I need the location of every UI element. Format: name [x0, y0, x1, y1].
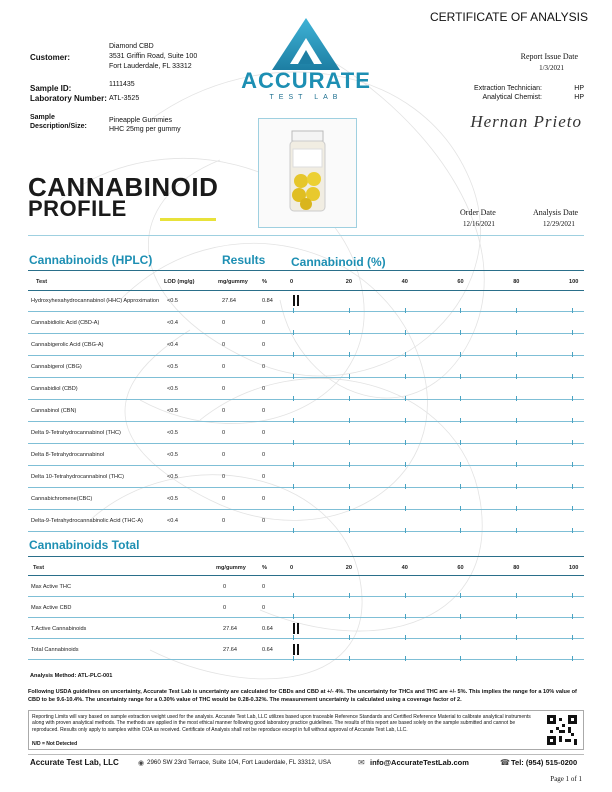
hplc-row-name: Cannabichromene(CBC)	[31, 496, 93, 502]
sample-id-value: 1111435	[109, 81, 135, 88]
product-photo	[258, 118, 357, 228]
analysis-date-value: 12/29/2021	[543, 220, 575, 228]
uncertainty-note: Following USDA guidelines on uncertainty, Accurate Test Lab is uncertainty are calculated for CBDs and CBD at +/- 4%. The uncertainty for THCs and THC are +/- 5%. This implies the range for a 10% value of CBD to be 9.6-10.4%. The uncertainty range for a 0.30% value of THC would be 0.28-0.32%. The measurement uncertainty is calculated using a coverage factor of 2.	[28, 689, 577, 703]
hplc-gridline-tick	[293, 440, 294, 445]
totals-col-test: Test	[33, 565, 45, 571]
hplc-gridline-tick	[516, 352, 517, 357]
qr-code-icon	[547, 715, 577, 745]
hplc-row-pct: 0	[262, 518, 266, 524]
hplc-header-bottom-rule	[28, 290, 584, 291]
totals-gridline-tick	[572, 593, 573, 598]
totals-gridline-tick	[460, 635, 461, 640]
hplc-row-rule	[28, 465, 584, 466]
totals-gridline-tick	[293, 656, 294, 661]
totals-row-pct: 0	[262, 605, 266, 611]
totals-gridline-tick	[349, 593, 350, 598]
footer-phone: Tel: (954) 515-0200	[511, 758, 578, 767]
hplc-axis-tick-label: 40	[401, 279, 408, 285]
hplc-gridline-tick	[293, 528, 294, 533]
profile-title-line-2: PROFILE	[28, 196, 127, 221]
lab-number-value: ATL-3525	[109, 95, 140, 102]
totals-row-mg: 27.64	[223, 647, 237, 653]
totals-row-rule	[28, 659, 584, 660]
hplc-row-pct: 0	[262, 320, 266, 326]
hplc-gridline-tick	[293, 374, 294, 379]
chemist-signature: Hernan Prieto	[470, 112, 582, 131]
hplc-row-pct: 0	[262, 452, 266, 458]
hplc-row-mg: 27.64	[222, 298, 236, 304]
hplc-row-pct: 0	[262, 430, 266, 436]
hplc-bar	[297, 295, 299, 306]
sample-description-label: Sample Description/Size:	[30, 114, 87, 130]
hplc-gridline-tick	[572, 484, 573, 489]
hplc-row-rule	[28, 421, 584, 422]
hplc-gridline-tick	[572, 352, 573, 357]
hplc-axis-tick-label: 60	[457, 279, 464, 285]
hplc-row-mg: 0	[222, 474, 226, 480]
totals-gridline-tick	[516, 593, 517, 598]
hplc-gridline-tick	[405, 418, 406, 423]
totals-gridline-tick	[349, 614, 350, 619]
totals-bar	[297, 644, 299, 655]
hplc-gridline-tick	[405, 330, 406, 335]
hplc-gridline-tick	[572, 330, 573, 335]
hplc-gridline-tick	[293, 506, 294, 511]
hplc-row-rule	[28, 487, 584, 488]
hplc-gridline-tick	[516, 396, 517, 401]
hplc-col-lod: LOD (mg/g)	[164, 279, 195, 285]
profile-title-underline	[160, 218, 216, 221]
hplc-gridline-tick	[349, 484, 350, 489]
totals-gridline-tick	[405, 614, 406, 619]
hplc-gridline-tick	[516, 528, 517, 533]
hplc-row-pct: 0	[262, 474, 266, 480]
hplc-gridline-tick	[293, 418, 294, 423]
hplc-gridline-tick	[405, 308, 406, 313]
extraction-technician-value: HP	[574, 85, 584, 92]
hplc-row-lod: <0.4	[167, 342, 179, 348]
totals-row-name: Max Active CBD	[31, 605, 72, 611]
hplc-gridline-tick	[460, 396, 461, 401]
hplc-row-name: Cannabigerol (CBG)	[31, 364, 82, 370]
hplc-row-pct: 0	[262, 364, 266, 370]
disclaimer-box	[28, 710, 584, 750]
page-number: Page 1 of 1	[550, 775, 582, 783]
totals-gridline-tick	[405, 593, 406, 598]
hplc-row-name: Delta 9-Tetrahydrocannabinol (THC)	[31, 430, 121, 436]
hplc-gridline-tick	[572, 374, 573, 379]
totals-gridline-tick	[460, 656, 461, 661]
hplc-row-rule	[28, 377, 584, 378]
cannabinoid-chart-title: Cannabinoid (%)	[291, 255, 386, 269]
hplc-gridline-tick	[405, 396, 406, 401]
analytical-chemist-value: HP	[574, 94, 584, 101]
totals-row-rule	[28, 596, 584, 597]
hplc-col-test: Test	[36, 279, 48, 285]
hplc-row-name: Cannabigerolic Acid (CBG-A)	[31, 342, 104, 348]
totals-gridline-tick	[572, 614, 573, 619]
gummy-jar-image	[259, 119, 356, 227]
logo-name: ACCURATE	[241, 68, 371, 93]
hplc-gridline-tick	[572, 396, 573, 401]
hplc-axis-tick-label: 100	[569, 279, 579, 285]
totals-col-pct: %	[262, 565, 267, 571]
hplc-row-name: Delta 8-Tetrahydrocannabinol	[31, 452, 105, 458]
analysis-method: Analysis Method: ATL-PLC-001	[30, 673, 113, 679]
logo-triangle-icon	[236, 14, 376, 74]
phone-icon: ☎	[500, 758, 510, 767]
report-issue-label: Report Issue Date	[520, 52, 578, 61]
hplc-gridline-tick	[405, 440, 406, 445]
hplc-gridline-tick	[460, 506, 461, 511]
hplc-gridline-tick	[349, 374, 350, 379]
hplc-section-title: Cannabinoids (HPLC)	[29, 253, 153, 267]
hplc-gridline-tick	[349, 418, 350, 423]
hplc-row-lod: <0.5	[167, 474, 179, 480]
extraction-technician-label: Extraction Technician:	[474, 85, 542, 92]
hplc-gridline-tick	[349, 330, 350, 335]
hplc-gridline-tick	[460, 484, 461, 489]
hplc-gridline-tick	[349, 308, 350, 313]
totals-row-pct: 0.64	[262, 626, 273, 632]
totals-gridline-tick	[293, 635, 294, 640]
hplc-gridline-tick	[516, 330, 517, 335]
sample-description-line-1: Pineapple Gummies	[109, 117, 173, 124]
totals-row-pct: 0	[262, 584, 266, 590]
hplc-gridline-tick	[405, 506, 406, 511]
hplc-row-lod: <0.4	[167, 518, 179, 524]
totals-axis-tick-label: 40	[401, 565, 408, 571]
hplc-row-lod: <0.5	[167, 496, 179, 502]
hplc-gridline-tick	[405, 462, 406, 467]
totals-row-rule	[28, 638, 584, 639]
document-title: CERTIFICATE OF ANALYSIS	[429, 10, 588, 24]
hplc-gridline-tick	[293, 396, 294, 401]
hplc-gridline-tick	[349, 528, 350, 533]
hplc-gridline-tick	[516, 462, 517, 467]
hplc-row-lod: <0.4	[167, 320, 179, 326]
hplc-row-name: Cannabidiolic Acid (CBD-A)	[31, 320, 100, 326]
hplc-gridline-tick	[460, 374, 461, 379]
totals-axis-tick-label: 0	[290, 565, 294, 571]
totals-gridline-tick	[405, 635, 406, 640]
totals-gridline-tick	[293, 593, 294, 598]
hplc-row-mg: 0	[222, 452, 226, 458]
totals-bar	[293, 623, 295, 634]
hplc-row-pct: 0	[262, 342, 266, 348]
totals-gridline-tick	[516, 635, 517, 640]
order-date-label: Order Date	[460, 208, 496, 217]
hplc-row-rule	[28, 311, 584, 312]
totals-axis-tick-label: 80	[513, 565, 520, 571]
hplc-row-lod: <0.5	[167, 430, 179, 436]
order-date-value: 12/16/2021	[463, 220, 495, 228]
hplc-gridline-tick	[516, 418, 517, 423]
hplc-gridline-tick	[572, 440, 573, 445]
hplc-gridline-tick	[349, 506, 350, 511]
totals-gridline-tick	[516, 656, 517, 661]
hplc-gridline-tick	[460, 330, 461, 335]
hplc-gridline-tick	[516, 440, 517, 445]
hplc-row-lod: <0.5	[167, 452, 179, 458]
hplc-row-pct: 0	[262, 496, 266, 502]
hplc-gridline-tick	[349, 440, 350, 445]
hplc-row-rule	[28, 333, 584, 334]
hplc-gridline-tick	[516, 484, 517, 489]
hplc-row-rule	[28, 509, 584, 510]
email-icon: ✉	[358, 758, 365, 767]
hplc-gridline-tick	[293, 308, 294, 313]
totals-gridline-tick	[293, 614, 294, 619]
hplc-row-rule	[28, 443, 584, 444]
hplc-row-mg: 0	[222, 342, 226, 348]
hplc-gridline-tick	[460, 418, 461, 423]
hplc-gridline-tick	[460, 440, 461, 445]
report-issue-date: 1/3/2021	[539, 64, 564, 72]
hplc-row-mg: 0	[222, 386, 226, 392]
hplc-row-rule	[28, 531, 584, 532]
disclaimer-text: Reporting Limits will vary based on sample extraction weight used for the analysis. Accurate Test Lab, LLC utilizes based upon traceable Reference Standards and Certified Reference Material to calibrate analytical instruments along with proven analytical methods. The methods are applied in the most ethical manner following good laboratory practice guidelines. The results of this report are based solely on the sample submitted and cannot be reproduced. Results only apply to samples within COA as received. Certificate of Analysis shall not be reproduce except in full without approval of Accurate Test Lab, LLC.	[32, 714, 531, 733]
hplc-gridline-tick	[405, 352, 406, 357]
totals-section-title: Cannabinoids Total	[29, 538, 140, 552]
hplc-row-name: Hydroxyhexahydrocannabinol (HHC) Approximation	[31, 298, 160, 304]
totals-axis-tick-label: 60	[457, 565, 464, 571]
totals-row-name: Max Active THC	[31, 584, 71, 590]
totals-row-name: Total Cannabinoids	[31, 647, 79, 653]
hplc-gridline-tick	[405, 528, 406, 533]
analysis-date-label: Analysis Date	[533, 208, 579, 217]
analytical-chemist-label: Analytical Chemist:	[482, 94, 542, 101]
hplc-row-rule	[28, 399, 584, 400]
hplc-gridline-tick	[460, 462, 461, 467]
lab-number-label: Laboratory Number:	[30, 94, 107, 103]
totals-row-pct: 0.64	[262, 647, 273, 653]
results-title: Results	[222, 253, 266, 267]
hplc-gridline-tick	[349, 462, 350, 467]
footer-address: 2960 SW 23rd Terrace, Suite 104, Fort Lauderdale, FL 33312, USA	[147, 759, 332, 766]
footer-company: Accurate Test Lab, LLC	[30, 758, 119, 767]
totals-row-mg: 27.64	[223, 626, 237, 632]
hplc-gridline-tick	[349, 396, 350, 401]
hplc-gridline-tick	[460, 352, 461, 357]
totals-axis-tick-label: 20	[345, 565, 353, 571]
hplc-row-mg: 0	[222, 320, 226, 326]
customer-line-1: Diamond CBD	[109, 43, 154, 50]
totals-header-top-rule	[28, 556, 584, 557]
totals-row-mg: 0	[223, 584, 227, 590]
hplc-row-mg: 0	[222, 408, 226, 414]
totals-axis-tick-label: 100	[569, 565, 579, 571]
totals-row-name: T.Active Cannabinoids	[31, 626, 87, 632]
hplc-axis-tick-label: 80	[513, 279, 520, 285]
hplc-gridline-tick	[405, 484, 406, 489]
totals-header-bottom-rule	[28, 575, 584, 576]
footer-divider	[28, 754, 584, 755]
hplc-gridline-tick	[572, 528, 573, 533]
totals-gridline-tick	[460, 593, 461, 598]
hplc-col-mg: mg/gummy	[218, 279, 248, 285]
hplc-gridline-tick	[572, 462, 573, 467]
hplc-bar	[293, 295, 295, 306]
profile-title-line-1: CANNABINOID	[28, 172, 219, 202]
hplc-row-pct: 0.84	[262, 298, 273, 304]
hplc-gridline-tick	[293, 462, 294, 467]
hplc-row-lod: <0.5	[167, 386, 179, 392]
hplc-row-mg: 0	[222, 496, 226, 502]
hplc-header-top-rule	[28, 270, 584, 271]
totals-bar	[297, 623, 299, 634]
logo-subtitle: TEST LAB	[269, 94, 343, 101]
totals-col-mg: mg/gummy	[216, 565, 246, 571]
totals-gridline-tick	[516, 614, 517, 619]
footer-email[interactable]: info@AccurateTestLab.com	[370, 758, 469, 767]
totals-gridline-tick	[572, 656, 573, 661]
hplc-row-name: Cannabinol (CBN)	[31, 408, 77, 414]
location-pin-icon: ◉	[138, 760, 145, 767]
hplc-gridline-tick	[293, 330, 294, 335]
hplc-row-mg: 0	[222, 430, 226, 436]
totals-gridline-tick	[349, 635, 350, 640]
customer-line-3: Fort Lauderdale, FL 33312	[109, 63, 192, 70]
hplc-gridline-tick	[572, 418, 573, 423]
totals-row-mg: 0	[223, 605, 227, 611]
hplc-axis-tick-label: 20	[345, 279, 353, 285]
hplc-row-mg: 0	[222, 518, 226, 524]
hplc-gridline-tick	[572, 308, 573, 313]
sample-id-label: Sample ID:	[30, 84, 72, 93]
hplc-gridline-tick	[516, 308, 517, 313]
customer-label: Customer:	[30, 53, 71, 62]
hplc-row-lod: <0.5	[167, 364, 179, 370]
totals-gridline-tick	[572, 635, 573, 640]
hplc-gridline-tick	[293, 352, 294, 357]
hplc-gridline-tick	[460, 528, 461, 533]
hplc-row-name: Delta-9-Tetrahydrocannabinolic Acid (THC-A)	[31, 518, 143, 524]
hplc-axis-tick-label: 0	[290, 279, 294, 285]
hplc-gridline-tick	[405, 374, 406, 379]
hplc-row-name: Cannabidiol (CBD)	[31, 386, 78, 392]
customer-line-2: 3531 Griffin Road, Suite 100	[109, 53, 198, 60]
totals-row-rule	[28, 617, 584, 618]
totals-bar	[293, 644, 295, 655]
hplc-row-pct: 0	[262, 408, 266, 414]
totals-gridline-tick	[460, 614, 461, 619]
hplc-gridline-tick	[349, 352, 350, 357]
hplc-col-pct: %	[262, 279, 267, 285]
hplc-row-name: Delta 10-Tetrahydrocannabinol (THC)	[31, 474, 124, 480]
hplc-gridline-tick	[516, 374, 517, 379]
hplc-gridline-tick	[516, 506, 517, 511]
hplc-row-lod: <0.5	[167, 408, 179, 414]
hplc-row-pct: 0	[262, 386, 266, 392]
company-logo	[236, 14, 376, 102]
totals-gridline-tick	[349, 656, 350, 661]
hplc-gridline-tick	[572, 506, 573, 511]
hplc-row-lod: <0.5	[167, 298, 179, 304]
not-detected-note: N/D = Not Detected	[32, 741, 78, 747]
hplc-row-mg: 0	[222, 364, 226, 370]
hplc-gridline-tick	[293, 484, 294, 489]
header-divider	[28, 235, 584, 236]
hplc-row-rule	[28, 355, 584, 356]
totals-gridline-tick	[405, 656, 406, 661]
sample-description-line-2: HHC 25mg per gummy	[109, 126, 181, 133]
hplc-gridline-tick	[460, 308, 461, 313]
